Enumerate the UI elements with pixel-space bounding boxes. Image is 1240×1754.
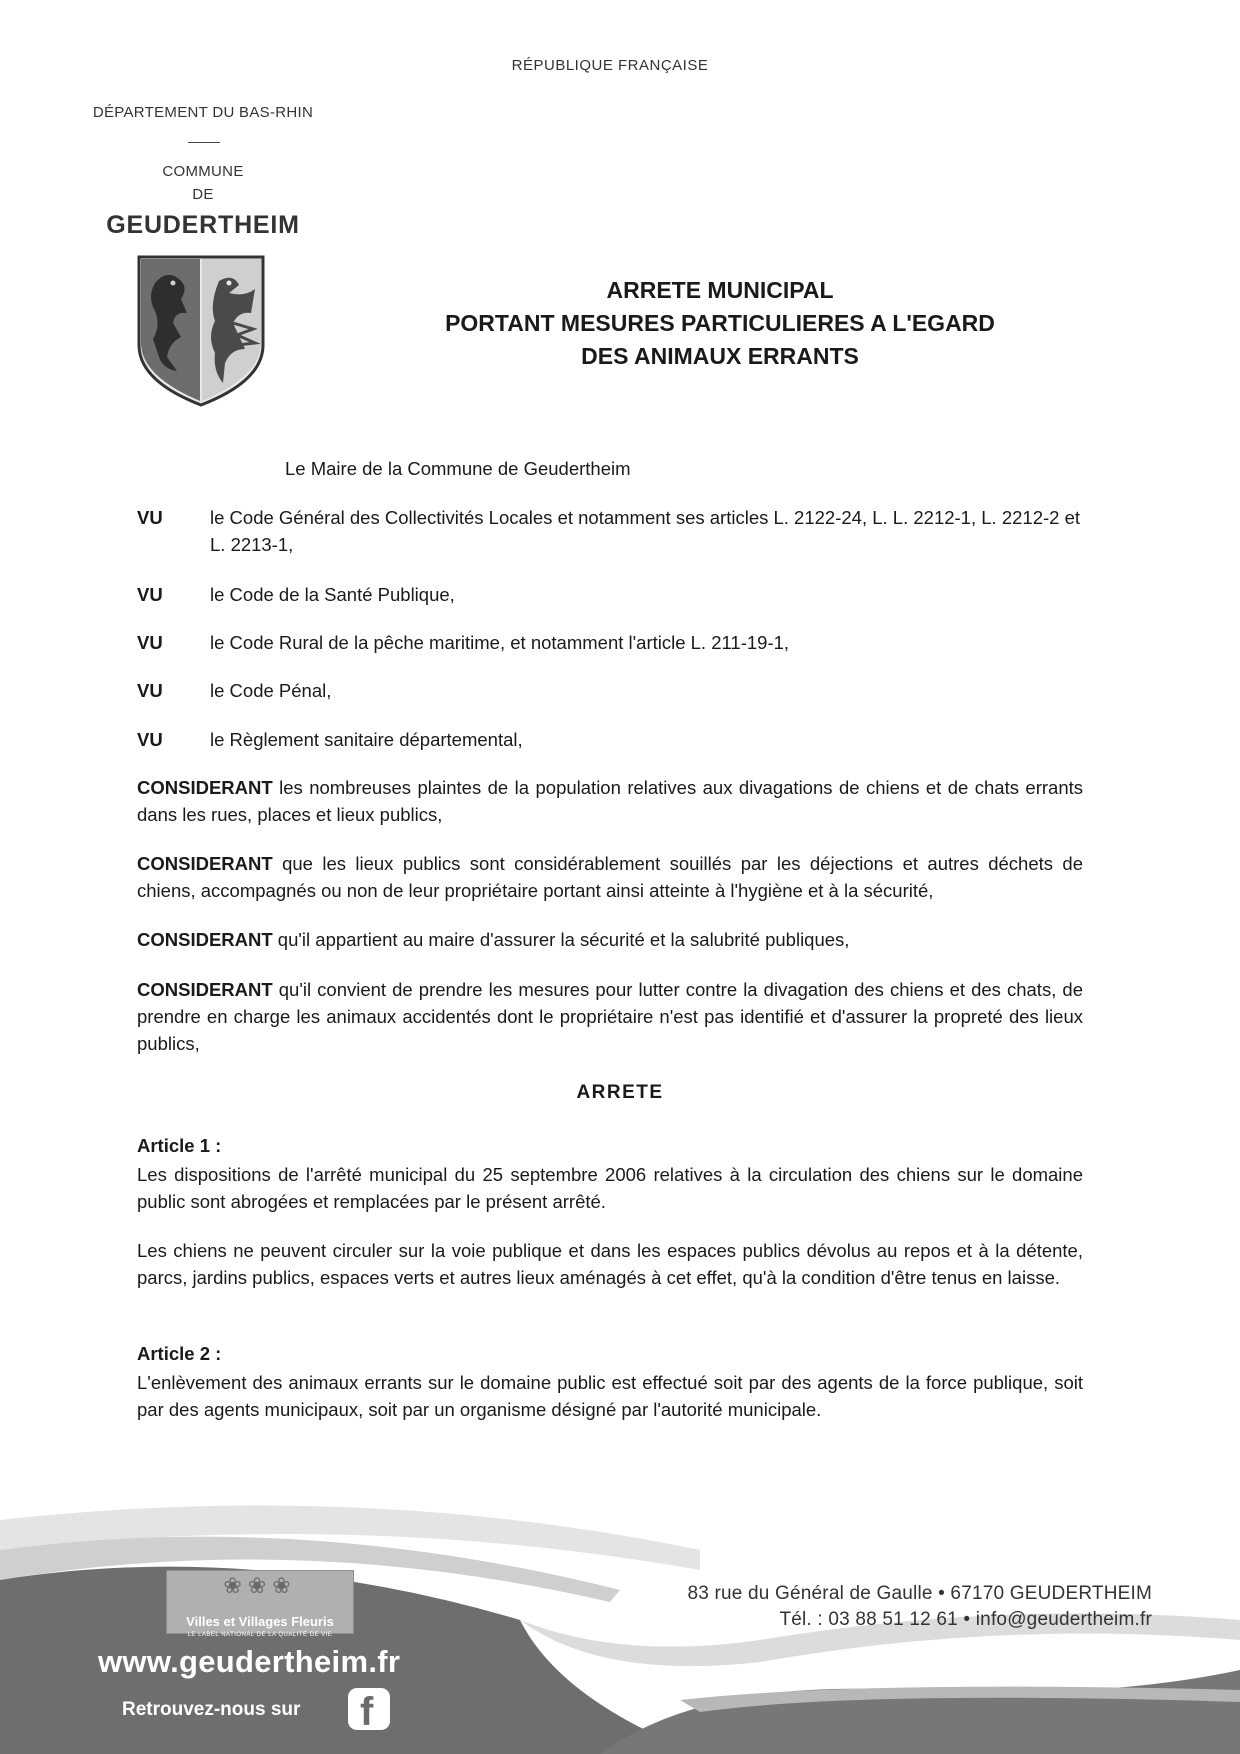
considerant-text: que les lieux publics sont considérablement souillés par les déjections et autres déchets de chiens, accompagnés ou non de leur propriétaire portant ainsi atteinte à l'hygiène et à la sécurité, <box>137 853 1083 901</box>
vu-text: le Code Général des Collectivités Locales et notamment ses articles L. 2122-24, L. L. 2212-1, L. 2212-2 et L. 2213-1, <box>210 507 1080 555</box>
article-1-paragraph-2: Les chiens ne peuvent circuler sur la voie publique et dans les espaces publics dévolus au repos et à la détente, parcs, jardins publics, espaces verts et autres lieux aménagés à cet effet, qu'à la condition d'être tenus en laisse. <box>137 1240 1083 1288</box>
considerant-text: qu'il appartient au maire d'assurer la sécurité et la salubrité publiques, <box>272 929 850 950</box>
label-subtitle: LE LABEL NATIONAL DE LA QUALITÉ DE VIE <box>187 1632 333 1638</box>
title-line-1: ARRETE MUNICIPAL <box>606 277 834 303</box>
vu-text: le Code Pénal, <box>210 680 332 701</box>
address-line-1: 83 rue du Général de Gaulle • 67170 GEUDERTHEIM <box>687 1583 1152 1604</box>
considerant-key: CONSIDERANT <box>137 853 273 874</box>
town-name: GEUDERTHEIM <box>106 211 300 239</box>
considerant-text: les nombreuses plaintes de la population relatives aux divagations de chiens et de chats errants dans les rues, places et lieux publics, <box>137 777 1083 825</box>
label-title: Villes et Villages Fleuris <box>186 1614 334 1629</box>
considerant-key: CONSIDERANT <box>137 777 273 798</box>
vu-text: le Règlement sanitaire départemental, <box>210 729 523 750</box>
considerant-key: CONSIDERANT <box>137 979 273 1000</box>
considerant-paragraph <box>137 774 1083 828</box>
article-2-heading: Article 2 : <box>137 1343 222 1364</box>
header-divider <box>188 142 220 143</box>
maire-line: Le Maire de la Commune de Geudertheim <box>285 458 631 479</box>
title-line-2: PORTANT MESURES PARTICULIERES A L'EGARD <box>445 310 995 336</box>
vu-item <box>137 677 1083 704</box>
considerant-paragraph <box>137 976 1083 1057</box>
departement-heading: DÉPARTEMENT DU BAS-RHIN <box>92 104 314 121</box>
de-label: DE <box>192 186 214 203</box>
social-text: Retrouvez-nous sur <box>122 1699 301 1720</box>
facebook-icon[interactable] <box>348 1688 390 1734</box>
vu-item <box>137 504 1083 558</box>
facebook-glyph: f <box>360 1690 374 1734</box>
flower-icons: ❀❀❀ <box>223 1573 297 1598</box>
address-line-2: Tél. : 03 88 51 12 61 • info@geudertheim.fr <box>779 1609 1152 1630</box>
republique-heading: RÉPUBLIQUE FRANÇAISE <box>511 57 709 74</box>
considerant-key: CONSIDERANT <box>137 929 273 950</box>
article-1-paragraph-1: Les dispositions de l'arrêté municipal du 25 septembre 2006 relatives à la circulation des chiens sur le domaine public sont abrogées et remplacées par le présent arrêté. <box>137 1164 1083 1212</box>
vu-item <box>137 581 1083 608</box>
vu-text: le Code Rural de la pêche maritime, et notamment l'article L. 211-19-1, <box>210 632 790 653</box>
arrete-heading: ARRETE <box>576 1082 664 1103</box>
considerant-text: qu'il convient de prendre les mesures pour lutter contre la divagation des chiens et des chats, de prendre en charge les animaux accidentés dont le propriétaire n'est pas identifié et d'assurer la propreté des lieux publics, <box>137 979 1083 1054</box>
website-link[interactable]: www.geudertheim.fr <box>98 1644 401 1679</box>
vu-key: VU <box>137 680 163 701</box>
document-title <box>420 274 1020 373</box>
considerant-paragraph <box>137 850 1083 904</box>
title-line-3: DES ANIMAUX ERRANTS <box>581 343 859 369</box>
considerant-paragraph <box>137 926 1083 953</box>
article-2-paragraph: L'enlèvement des animaux errants sur le domaine public est effectué soit par des agents de la force publique, soit par des agents municipaux, soit par un organisme désigné par l'autorité municipale. <box>137 1372 1083 1420</box>
vu-key: VU <box>137 584 163 605</box>
vu-item <box>137 629 1083 656</box>
commune-label: COMMUNE <box>162 163 244 180</box>
vu-text: le Code de la Santé Publique, <box>210 584 455 605</box>
vu-key: VU <box>137 632 163 653</box>
article-1-heading: Article 1 : <box>137 1135 222 1156</box>
coat-of-arms-icon <box>133 253 269 409</box>
vu-key: VU <box>137 729 163 750</box>
vu-key: VU <box>137 507 163 528</box>
vu-item <box>137 726 1083 753</box>
